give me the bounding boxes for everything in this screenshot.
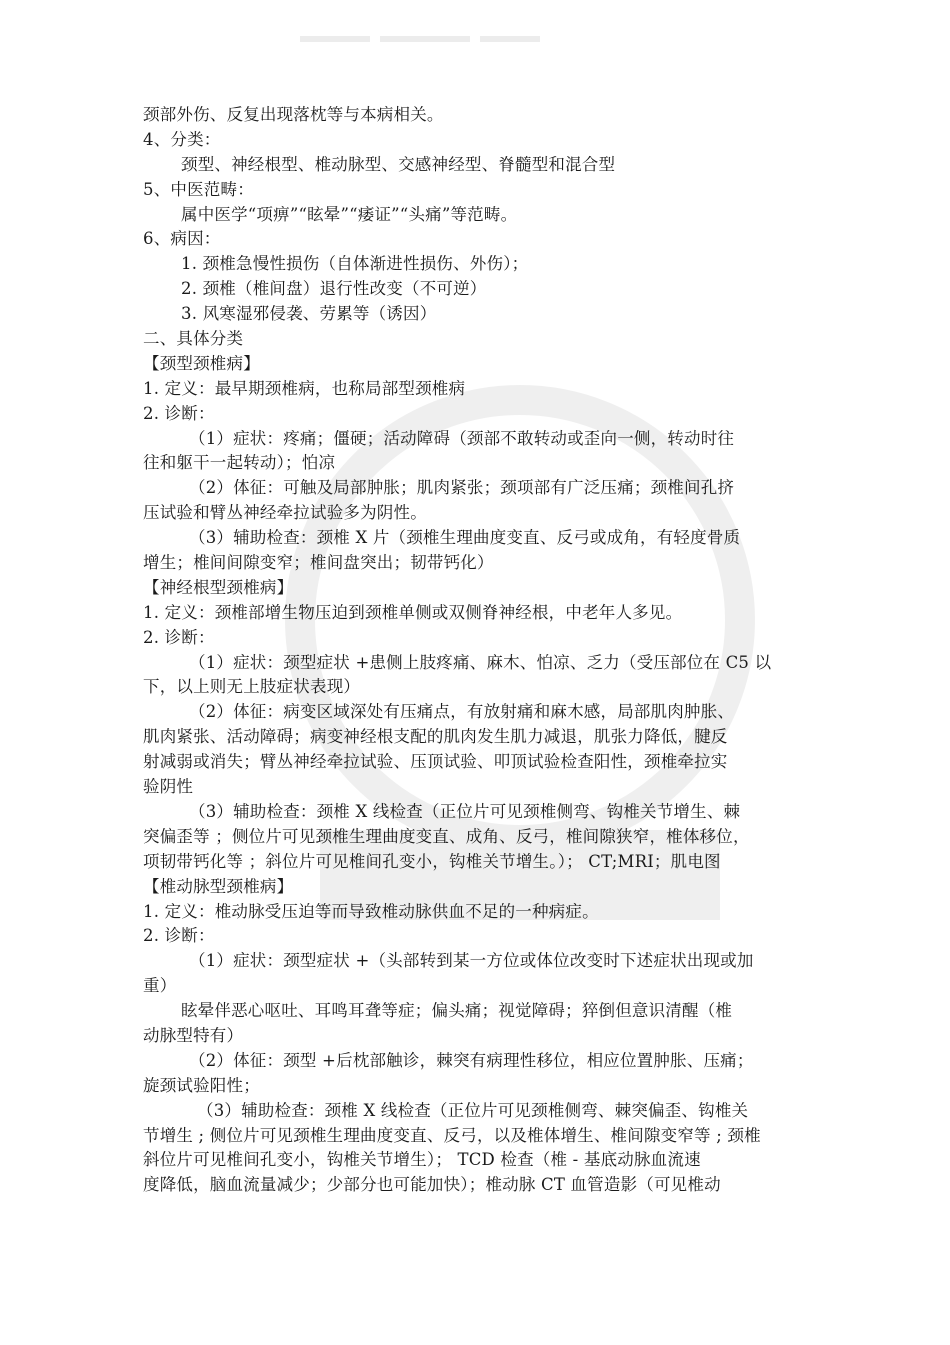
text-line: 5、中医范畴： [143,179,254,199]
text-line: 2. 诊断： [143,627,215,647]
text-line: 1. 定义：椎动脉受压迫等而导致椎动脉供血不足的一种病症。 [143,901,599,921]
text-line: 6、病因： [143,229,221,249]
header-fragment [300,28,660,42]
text-line: （2）体征：病变区域深处有压痛点，有放射痛和麻木感，局部肌肉肿胀、 [189,702,735,722]
text-line: （1）症状：颈型症状 +患侧上肢疼痛、麻木、怕凉、乏力（受压部位在 C5 以 [189,652,772,672]
text-line: 肌肉紧张、活动障碍；病变神经根支配的肌肉发生肌力减退，肌张力降低，腱反 [143,727,728,747]
text-line: 重） [143,976,177,996]
text-line: 二、具体分类 [143,329,244,349]
text-line: 属中医学“项痹”“眩晕”“痿证”“头痛”等范畴。 [181,204,518,224]
text-line: 颈部外伤、反复出现落枕等与本病相关。 [143,105,444,124]
text-line: 2. 诊断： [143,926,215,946]
text-line: 节增生 ; 侧位片可见颈椎生理曲度变直、反弓，以及椎体增生、椎间隙变窄等 ; 颈椎 [143,1125,761,1145]
text-line: 眩晕伴恶心呕吐、耳鸣耳聋等症；偏头痛；视觉障碍；猝倒但意识清醒（椎 [181,1001,733,1021]
text-line: 往和躯干一起转动）；怕凉 [143,453,336,473]
text-line: 1. 颈椎急慢性损伤（自体渐进性损伤、外伤）； [181,254,529,274]
text-line: 颈型、神经根型、椎动脉型、交感神经型、脊髓型和混合型 [181,154,616,174]
text-line: 射减弱或消失；臂丛神经牵拉试验、压顶试验、叩顶试验检查阳性，颈椎牵拉实 [143,752,728,772]
text-line: 项韧带钙化等 ；斜位片可见椎间孔变小，钩椎关节增生。）； CT;MRI；肌电图 [143,851,721,871]
text-line: 斜位片可见椎间孔变小，钩椎关节增生）； TCD 检查（椎 - 基底动脉血流速 [143,1150,701,1170]
text-line: 旋颈试验阳性； [143,1075,260,1095]
text-line: （2）体征：可触及局部肿胀；肌肉紧张；颈项部有广泛压痛；颈椎间孔挤 [189,478,735,498]
text-line: 压试验和臂丛神经牵拉试验多为阴性。 [143,503,427,523]
text-line: 增生；椎间间隙变窄；椎间盘突出；韧带钙化） [143,553,494,573]
text-line: 1. 定义：颈椎部增生物压迫到颈椎单侧或双侧脊神经根，中老年人多见。 [143,602,683,622]
text-line: 【椎动脉型颈椎病】 [143,876,294,896]
text-line: （3）辅助检查：颈椎 X 片（颈椎生理曲度变直、反弓或成角，有轻度骨质 [189,528,741,548]
text-line: 【神经根型颈椎病】 [143,577,294,597]
text-line: 2. 诊断： [143,403,215,423]
text-line: 度降低，脑血流量减少；少部分也可能加快）；椎动脉 CT 血管造影（可见椎动 [143,1175,721,1195]
text-line: 【颈型颈椎病】 [143,353,260,373]
text-line: （1）症状：颈型症状 +（头部转到某一方位或体位改变时下述症状出现或加 [189,951,754,971]
text-line: 2. 颈椎（椎间盘）退行性改变（不可逆） [181,279,487,299]
text-line: 动脉型特有） [143,1025,244,1045]
text-line: 验阴性 [143,777,194,797]
text-line: （1）症状：疼痛；僵硬；活动障碍（颈部不敢转动或歪向一侧，转动时往 [189,428,735,448]
text-line: 4、分类： [143,129,221,149]
text-line: 1. 定义：最早期颈椎病，也称局部型颈椎病 [143,378,466,398]
text-line: 3. 风寒湿邪侵袭、劳累等（诱因） [181,304,437,324]
text-line: （2）体征：颈型 +后枕部触诊，棘突有病理性移位，相应位置肿胀、压痛； [189,1050,754,1070]
text-line: 下，以上则无上肢症状表现） [143,677,361,697]
text-line: 突偏歪等 ；侧位片可见颈椎生理曲度变直、成角、反弓，椎间隙狭窄，椎体移位， [143,826,750,846]
text-line: （3）辅助检查：颈椎 X 线检查（正位片可见颈椎侧弯、棘突偏歪、钩椎关 [197,1100,749,1120]
text-line: （3）辅助检查：颈椎 X 线检查（正位片可见颈椎侧弯、钩椎关节增生、棘 [189,801,741,821]
document-body [143,103,803,1198]
